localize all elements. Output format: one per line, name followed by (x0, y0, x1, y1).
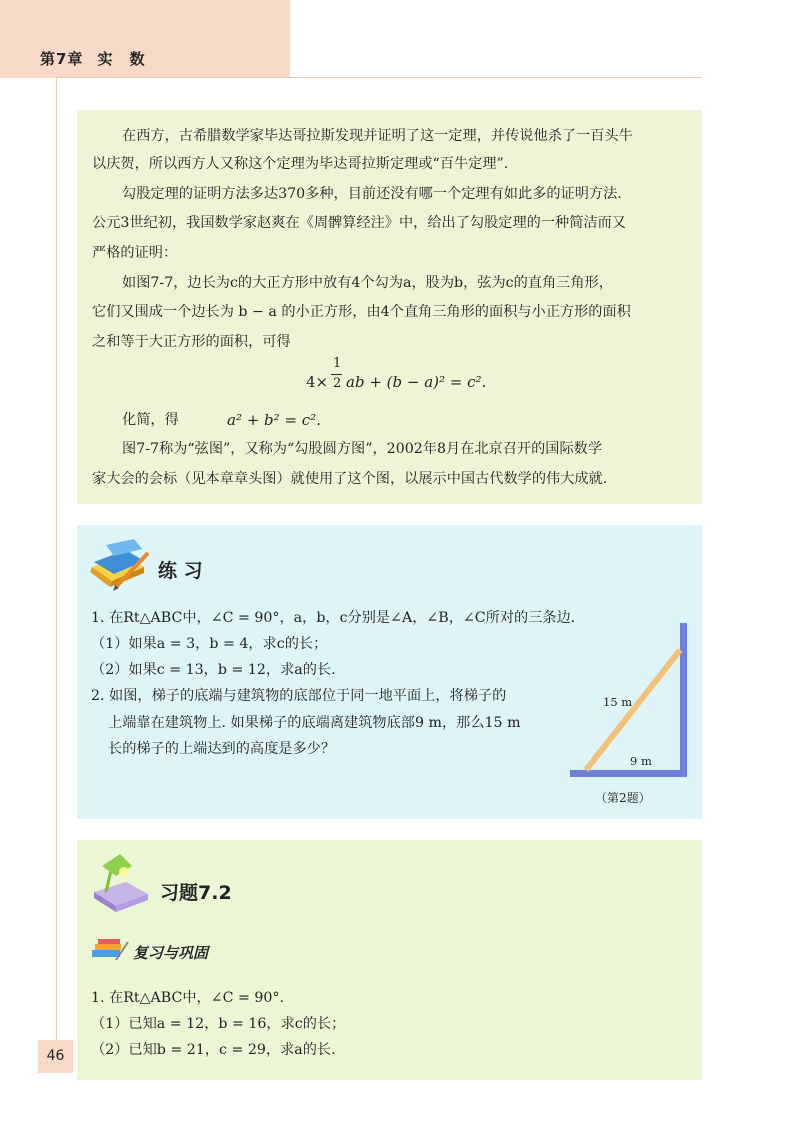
exercise-line: （1）已知a = 12，b = 16，求c的长； (91, 1016, 346, 1032)
chapter-name: 实 数 (97, 50, 146, 68)
practice-line: 长的梯子的上端达到的高度是多少？ (108, 741, 336, 757)
exercise-line: （2）已知b = 21，c = 29，求a的长. (91, 1042, 336, 1058)
margin-rule (56, 78, 57, 1040)
fraction-denominator: 2 (333, 376, 342, 391)
books-pencil-icon (86, 537, 152, 593)
formula-rest: ab + (b − a)² = c². (346, 373, 487, 391)
history-line: 它们又围成一个边长为 b − a 的小正方形，由4个直角三角形的面积与小正方形的面积 (92, 304, 631, 320)
simplify-formula: a² + b² = c². (227, 411, 321, 429)
exercise-line: 1. 在Rt△ABC中，∠C = 90°. (91, 990, 285, 1006)
exercise-subtitle: 复习与巩固 (133, 944, 209, 962)
header-rule (56, 77, 702, 78)
fraction-numerator: 1 (333, 356, 342, 371)
chapter-title (40, 48, 145, 69)
chapter-number: 第7章 (40, 50, 84, 68)
practice-line: （2）如果c = 13，b = 12，求a的长. (91, 662, 336, 678)
history-line: 在西方，古希腊数学家毕达哥拉斯发现并证明了这一定理，并传说他杀了一百头牛 (122, 128, 633, 144)
history-final-line: 家大会的会标（见本章章头图）就使用了这个图，以展示中国古代数学的伟大成就. (92, 471, 608, 487)
page-number: 46 (38, 1040, 73, 1073)
history-line: 以庆贺，所以西方人又称这个定理为毕达哥拉斯定理或“百牛定理”. (92, 156, 509, 172)
history-line: 勾股定理的证明方法多达370多种，目前还没有哪一个定理有如此多的证明方法. (122, 186, 622, 202)
history-line: 如图7-7，边长为c的大正方形中放有4个勾为a，股为b，弦为c的直角三角形， (122, 275, 613, 291)
practice-line: 上端靠在建筑物上. 如果梯子的底端离建筑物底部9 m，那么15 m (108, 715, 521, 731)
exercise-title: 习题7.2 (160, 882, 232, 904)
practice-title: 练 习 (158, 560, 203, 582)
simplify-label: 化简，得 (122, 412, 179, 428)
practice-line: （1）如果a = 3，b = 4，求c的长； (91, 636, 328, 652)
figure-caption: （第2题） (595, 791, 651, 805)
history-line: 公元3世纪初，我国数学家赵爽在《周髀算经注》中，给出了勾股定理的一种简洁而又 (92, 215, 626, 231)
desk-lamp-icon (86, 852, 156, 917)
ladder-length-label: 15 m (603, 695, 633, 709)
history-final-line: 图7-7称为“弦图”，又称为“勾股圆方图”，2002年8月在北京召开的国际数学 (122, 441, 603, 457)
building-wall (680, 623, 687, 777)
fraction-bar (331, 374, 342, 375)
books-icon (90, 938, 130, 962)
formula-prefix: 4× (306, 373, 329, 391)
history-line: 之和等于大正方形的面积，可得 (92, 334, 291, 350)
base-distance-label: 9 m (630, 754, 652, 768)
history-line: 严格的证明： (92, 245, 178, 261)
ladder (586, 650, 680, 770)
practice-line: 2. 如图，梯子的底端与建筑物的底部位于同一地平面上，将梯子的 (91, 688, 507, 704)
practice-line: 1. 在Rt△ABC中，∠C = 90°，a，b，c分别是∠A，∠B，∠C所对的三条边. (91, 610, 576, 626)
